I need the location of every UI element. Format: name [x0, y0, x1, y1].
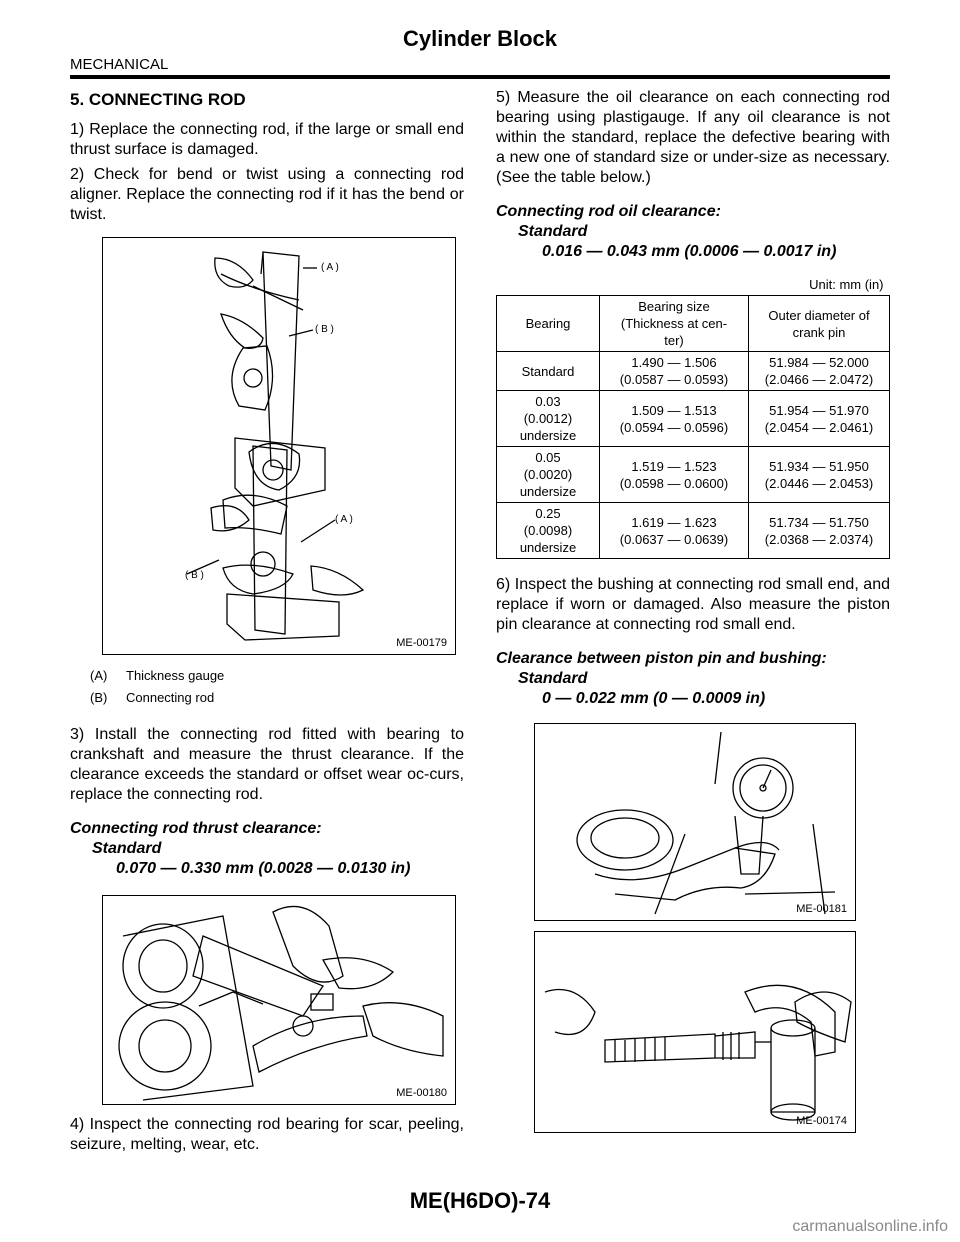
watermark: carmanualsonline.info — [792, 1218, 948, 1235]
header-divider — [70, 75, 890, 79]
table-cell: 0.03 (0.0012) undersize — [497, 391, 600, 447]
section-label: MECHANICAL — [70, 56, 169, 73]
right-column — [496, 88, 890, 1133]
table-header-cell: Outer diameter of crank pin — [749, 296, 890, 352]
figure-thrust-measure — [102, 895, 456, 1105]
left-column — [70, 88, 464, 1160]
micrometer-illustration — [535, 932, 855, 1132]
figure-code: ME-00179 — [396, 637, 447, 649]
callout-b-lower: ( B ) — [185, 570, 204, 581]
step-3: 3) Install the connecting rod fitted with bearing to crankshaft and measure the thrust clearance. If the clearance exceeds the standard or offset wear oc-curs, replace the connecting rod. — [70, 726, 464, 803]
figure-pin-clearance — [534, 723, 856, 921]
step-5: 5) Measure the oil clearance on each connecting rod bearing using plastigauge. If any oil clearance is not within the standard, replace the defective bearing with a new one of standard size or under-size as necessary. (See the table below.) — [496, 89, 890, 186]
table-cell: 1.490 — 1.506 (0.0587 — 0.0593) — [600, 352, 749, 391]
table-header-cell: Bearing — [497, 296, 600, 352]
table-cell: 51.934 — 51.950 (2.0446 — 2.0453) — [749, 447, 890, 503]
table-cell: 51.984 — 52.000 (2.0466 — 2.0472) — [749, 352, 890, 391]
oil-clearance-table — [496, 274, 890, 559]
table-cell: 0.05 (0.0020) undersize — [497, 447, 600, 503]
thrust-measure-illustration — [103, 896, 455, 1104]
table-cell: 1.519 — 1.523 (0.0598 — 0.0600) — [600, 447, 749, 503]
table-cell: 0.25 (0.0098) undersize — [497, 503, 600, 559]
page-number: ME(H6DO)-74 — [409, 1188, 551, 1213]
figure-code: ME-00180 — [396, 1087, 447, 1099]
step-2: 2) Check for bend or twist using a connecting rod aligner. Replace the connecting rod if it has the bend or twist. — [70, 166, 464, 223]
figure-legend — [90, 665, 464, 709]
table-cell: 1.619 — 1.623 (0.0637 — 0.0639) — [600, 503, 749, 559]
table-header-row — [497, 296, 890, 352]
table-row — [497, 503, 890, 559]
table-row — [497, 391, 890, 447]
callout-a-lower: ( A ) — [335, 514, 353, 525]
callout-a-upper: ( A ) — [321, 262, 339, 273]
table-row — [497, 447, 890, 503]
figure-rod-aligner — [102, 237, 456, 655]
figure-micrometer — [534, 931, 856, 1133]
legend-item: (B) Connecting rod — [90, 690, 215, 705]
table-cell: 51.734 — 51.750 (2.0368 — 2.0374) — [749, 503, 890, 559]
table-cell: 1.509 — 1.513 (0.0594 — 0.0596) — [600, 391, 749, 447]
step-1: 1) Replace the connecting rod, if the large or small end thrust surface is damaged. — [70, 121, 464, 158]
spec-oil-clearance: Connecting rod oil clearance: Standard 0.016 — 0.043 mm (0.0006 — 0.0017 in) — [496, 203, 837, 260]
figure-code: ME-00181 — [796, 903, 847, 915]
spec-thrust-clearance: Connecting rod thrust clearance: Standard 0.070 — 0.330 mm (0.0028 — 0.0130 in) — [70, 820, 411, 877]
page-title: Cylinder Block — [402, 26, 558, 51]
table-unit-row — [497, 274, 890, 296]
callout-b-upper: ( B ) — [315, 324, 334, 335]
figure-code: ME-00174 — [796, 1115, 847, 1127]
dial-gauge-illustration — [535, 724, 855, 920]
table-cell: 51.954 — 51.970 (2.0454 — 2.0461) — [749, 391, 890, 447]
table-row — [497, 352, 890, 391]
rod-aligner-illustration — [103, 238, 455, 654]
table-header-cell: Bearing size (Thickness at cen- ter) — [600, 296, 749, 352]
step-4: 4) Inspect the connecting rod bearing for scar, peeling, seizure, melting, wear, etc. — [70, 1116, 464, 1153]
spec-pin-clearance: Clearance between piston pin and bushing: Standard 0 — 0.022 mm (0 — 0.0009 in) — [496, 650, 827, 707]
legend-item: (A) Thickness gauge — [90, 668, 225, 683]
step-6: 6) Inspect the bushing at connecting rod small end, and replace if worn or damaged. Also measure the piston pin clearance at connecting rod small end. — [496, 576, 890, 633]
table-unit: Unit: mm (in) — [497, 274, 890, 296]
table-cell: Standard — [497, 352, 600, 391]
section-heading: 5. CONNECTING ROD — [70, 90, 246, 109]
